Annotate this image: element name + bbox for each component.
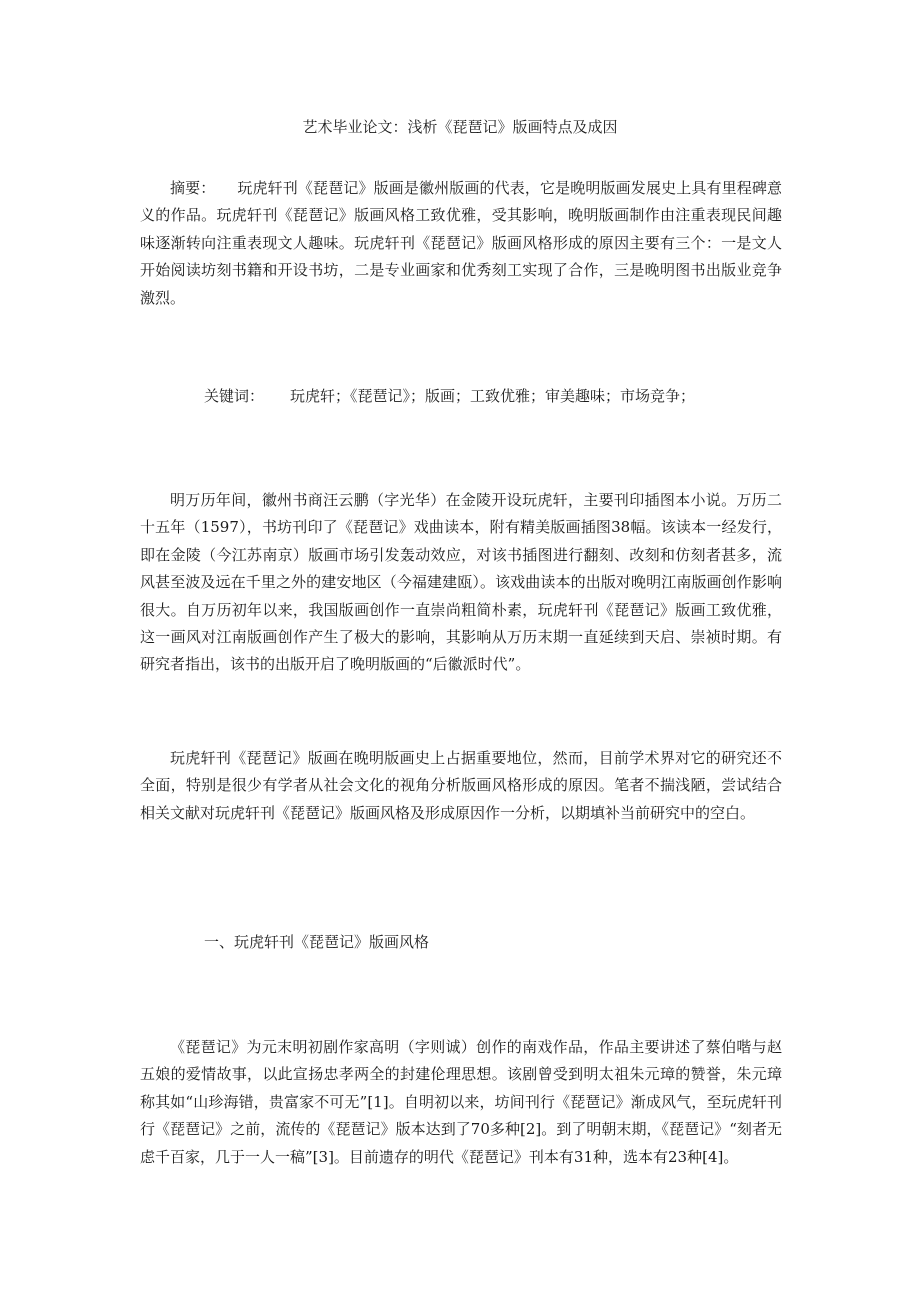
abstract-paragraph bbox=[140, 175, 782, 312]
keywords-label: 关键词： bbox=[204, 387, 265, 405]
body-paragraph-3: 《琵琶记》为元末明初剧作家高明（字则诚）创作的南戏作品，作品主要讲述了蔡伯喈与赵五娘的爱情故事，以此宣扬忠孝两全的封建伦理思想。该剧曾受到明太祖朱元璋的赞誉，朱元璋称其如“山珍海错，贵富家不可无”[1]。自明初以来，坊间刊行《琵琶记》渐成风气，至玩虎轩刊行《琵琶记》之前，流传的《琵琶记》版本达到了70多种[2]。到了明朝末期，《琵琶记》“刻者无虑千百家，几于一人一稿”[3]。目前遗存的明代《琵琶记》刊本有31种，选本有23种[4]。 bbox=[140, 1038, 782, 1166]
keywords-paragraph bbox=[204, 383, 764, 410]
section-heading: 一、玩虎轩刊《琵琶记》版画风格 bbox=[204, 933, 430, 951]
abstract-label: 摘要： bbox=[170, 179, 216, 197]
keywords-text: 玩虎轩；《琵琶记》；版画；工致优雅；审美趣味；市场竞争； bbox=[290, 387, 696, 405]
document-title: 艺术毕业论文：浅析《琵琶记》版画特点及成因 bbox=[302, 118, 618, 136]
abstract-text: 玩虎轩刊《琵琶记》版画是徽州版画的代表，它是晚明版画发展史上具有里程碑意义的作品。玩虎轩刊《琵琶记》版画风格工致优雅，受其影响，晚明版画制作由注重表现民间趣味逐渐转向注重表现文人趣味。玩虎轩刊《琵琶记》版画风格形成的原因主要有三个：一是文人开始阅读坊刻书籍和开设书坊，二是专业画家和优秀刻工实现了合作，三是晚明图书出版业竞争激烈。 bbox=[140, 179, 782, 307]
body-paragraph-2: 玩虎轩刊《琵琶记》版画在晚明版画史上占据重要地位，然而，目前学术界对它的研究还不全面，特别是很少有学者从社会文化的视角分析版画风格形成的原因。笔者不揣浅陋，尝试结合相关文献对玩虎轩刊《琵琶记》版画风格及形成原因作一分析，以期填补当前研究中的空白。 bbox=[140, 749, 782, 822]
body-paragraph-1: 明万历年间，徽州书商汪云鹏（字光华）在金陵开设玩虎轩，主要刊印插图本小说。万历二十五年（1597），书坊刊印了《琵琶记》戏曲读本，附有精美版画插图38幅。该读本一经发行，即在金陵（今江苏南京）版画市场引发轰动效应，对该书插图进行翻刻、改刻和仿刻者甚多，流风甚至波及远在千里之外的建安地区（今福建建瓯）。该戏曲读本的出版对晚明江南版画创作影响很大。自万历初年以来，我国版画创作一直崇尚粗简朴素，玩虎轩刊《琵琶记》版画工致优雅，这一画风对江南版画创作产生了极大的影响，其影响从万历末期一直延续到天启、崇祯时期。有研究者指出，该书的出版开启了晚明版画的“后徽派时代”。 bbox=[140, 491, 782, 674]
